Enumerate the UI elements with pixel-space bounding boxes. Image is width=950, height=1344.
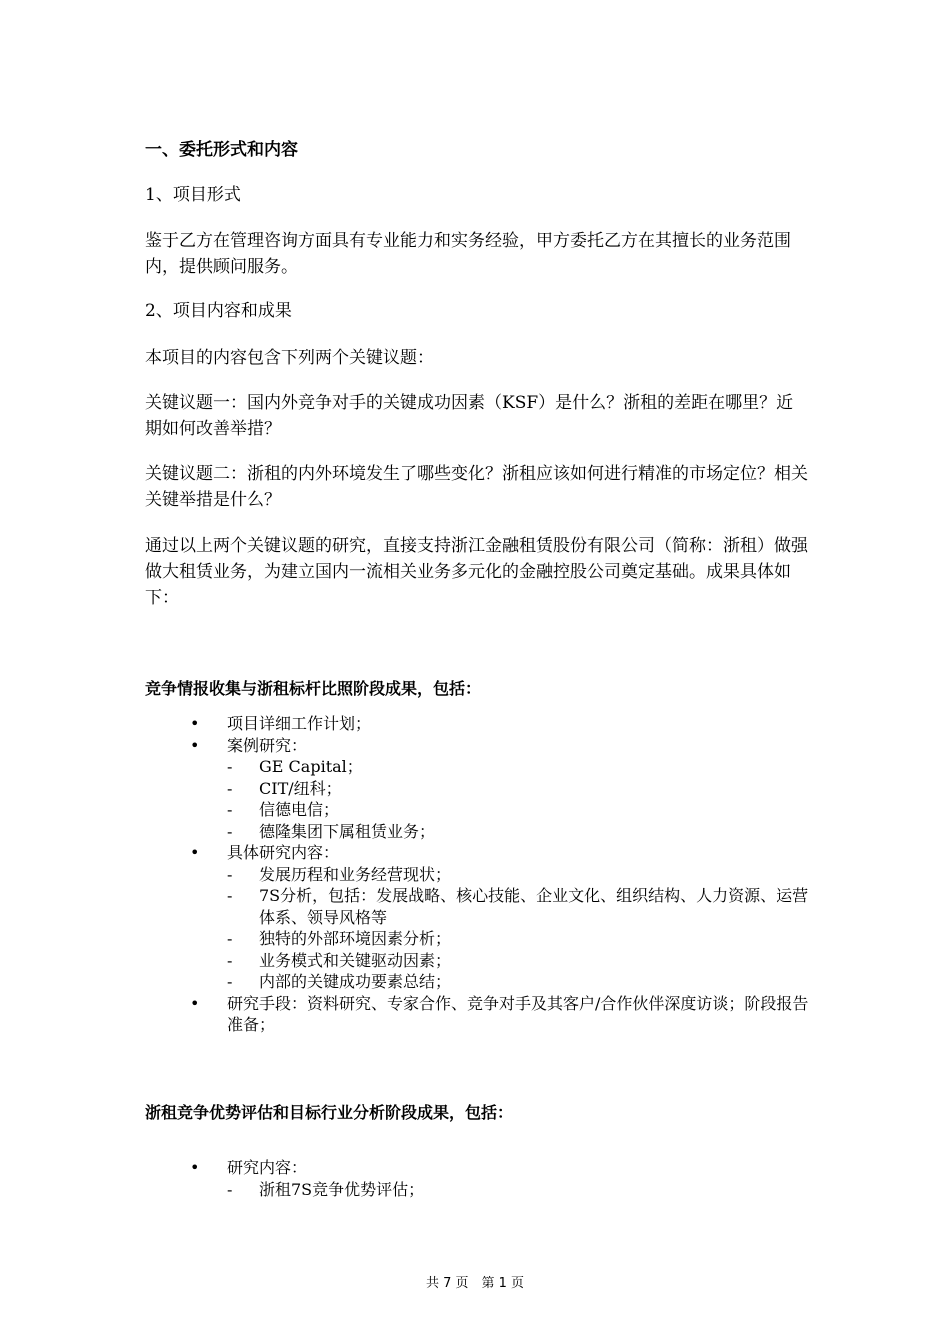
section2-intro: 本项目的内容包含下列两个关键议题： <box>145 348 434 368</box>
main-heading: 一、委托形式和内容 <box>145 140 298 160</box>
sub-item-text: GE Capital； <box>259 757 363 776</box>
page-footer: 共 7 页 第 1 页 <box>425 1276 525 1291</box>
sub-item-text: 7S分析，包括：发展战略、核心技能、企业文化、组织结构、人力资源、运营体系、领导风格等 <box>259 886 809 927</box>
phase1-title: 竞争情报收集与浙租标杆比照阶段成果，包括： <box>145 679 482 698</box>
list-item-text: 案例研究： <box>227 735 308 755</box>
sub-item-text: 内部的关键成功要素总结； <box>259 972 452 991</box>
dash-icon: - <box>227 821 233 841</box>
dash-icon: - <box>227 800 233 819</box>
section2-title: 2、项目内容和成果 <box>145 301 292 321</box>
sub-list <box>227 756 810 842</box>
sub-list-item <box>227 778 810 800</box>
bullet-icon: • <box>190 735 200 755</box>
sub-list-item <box>227 950 810 972</box>
list-item <box>145 842 810 993</box>
sub-item-text: 独特的外部环境因素分析； <box>259 929 452 948</box>
dash-icon: - <box>227 972 233 991</box>
phase2-list <box>145 1157 810 1200</box>
sub-item-text: 发展历程和业务经营现状； <box>259 864 452 884</box>
key-issue-1: 关键议题一：国内外竞争对手的关键成功因素（KSF）是什么？浙租的差距在哪里？近期如何改善举措？ <box>145 393 794 439</box>
list-item <box>145 713 810 735</box>
sub-list-item <box>227 799 810 821</box>
list-item <box>145 1157 810 1200</box>
list-item-text: 具体研究内容： <box>227 843 340 862</box>
dash-icon: - <box>227 929 233 948</box>
bullet-icon: • <box>190 993 200 1013</box>
section1-body: 鉴于乙方在管理咨询方面具有专业能力和实务经验，甲方委托乙方在其擅长的业务范围内，提供顾问服务。 <box>145 231 791 277</box>
list-item-text: 项目详细工作计划； <box>227 714 372 733</box>
sub-list-item <box>227 821 810 843</box>
sub-item-text: 业务模式和关键驱动因素； <box>259 950 452 970</box>
list-item <box>145 735 810 843</box>
sub-list-item <box>227 756 810 778</box>
dash-icon: - <box>227 778 233 798</box>
sub-item-text: CIT/纽科； <box>259 778 342 798</box>
dash-icon: - <box>227 1179 233 1199</box>
dash-icon: - <box>227 757 233 776</box>
list-item-text: 研究内容： <box>227 1158 308 1177</box>
bullet-icon: • <box>190 714 200 733</box>
sub-list <box>227 864 810 993</box>
list-item-text: 研究手段：资料研究、专家合作、竞争对手及其客户/合作伙伴深度访谈；阶段报告准备； <box>227 993 809 1034</box>
sub-list-item <box>227 864 810 886</box>
sub-item-text: 信德电信； <box>259 800 340 819</box>
sub-list-item <box>227 928 810 950</box>
phase1-list <box>145 713 810 1036</box>
dash-icon: - <box>227 864 233 884</box>
section2-summary: 通过以上两个关键议题的研究，直接支持浙江金融租赁股份有限公司（简称：浙租）做强做大租赁业务，为建立国内一流相关业务多元化的金融控股公司奠定基础。成果具体如下： <box>145 536 808 608</box>
sub-list <box>227 1179 810 1201</box>
phase2-title: 浙租竞争优势评估和目标行业分析阶段成果，包括： <box>145 1103 514 1122</box>
sub-list-item <box>227 971 810 993</box>
section1-title: 1、项目形式 <box>145 185 241 205</box>
list-item <box>145 993 810 1036</box>
bullet-icon: • <box>190 1158 200 1177</box>
sub-item-text: 浙租7S竞争优势评估； <box>259 1179 425 1199</box>
dash-icon: - <box>227 886 233 905</box>
dash-icon: - <box>227 950 233 970</box>
sub-item-text: 德隆集团下属租赁业务； <box>259 821 436 841</box>
sub-list-item <box>227 1179 810 1201</box>
bullet-icon: • <box>190 843 200 862</box>
key-issue-2: 关键议题二：浙租的内外环境发生了哪些变化？浙租应该如何进行精准的市场定位？相关关键举措是什么？ <box>145 464 808 510</box>
sub-list-item <box>227 885 810 928</box>
